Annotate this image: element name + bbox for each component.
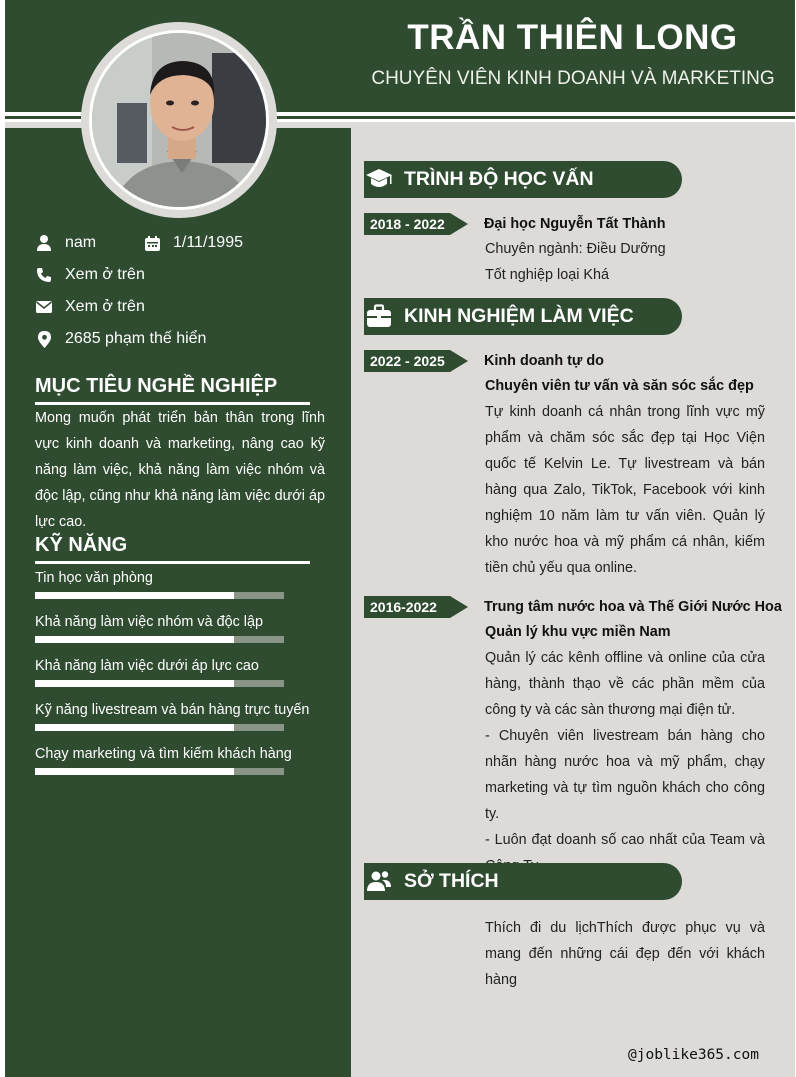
job-company: Kinh doanh tự do bbox=[484, 353, 604, 369]
gender-info bbox=[35, 234, 96, 252]
phone-value: Xem ở trên bbox=[65, 266, 145, 283]
cv-page bbox=[5, 0, 795, 1077]
skills-rule bbox=[35, 561, 310, 564]
envelope-icon bbox=[35, 298, 53, 316]
experience-banner bbox=[364, 298, 682, 335]
skill-bar bbox=[35, 768, 284, 775]
gender-value: nam bbox=[65, 234, 97, 251]
skill-bar bbox=[35, 636, 284, 643]
graduation-cap-icon bbox=[365, 165, 393, 193]
skill-bar-fill bbox=[35, 680, 234, 687]
skill-name: Tin học văn phòng bbox=[35, 570, 153, 586]
experience-heading: KINH NGHIỆM LÀM VIỆC bbox=[404, 305, 634, 327]
skill-bar-fill bbox=[35, 768, 234, 775]
skill-bar bbox=[35, 724, 284, 731]
objective-heading: MỤC TIÊU NGHỀ NGHIỆP bbox=[35, 375, 278, 397]
skill-bar bbox=[35, 680, 284, 687]
email-info bbox=[35, 298, 145, 316]
job-description: Tự kinh doanh cá nhân trong lĩnh vực mỹ phẩm và chăm sóc sắc đẹp tại Học Viện quốc tế Kelvin Le. Tự livestream và bán hàng qua Zalo, TikTok, Facebook với kinh nghiệm 10 năm làm tư vấn viên. Quản lý kho nước hoa và mỹ phẩm cá nhân, kiếm tiền chủ yếu qua online. bbox=[485, 404, 765, 576]
address-value: 2685 phạm thế hiển bbox=[65, 330, 207, 347]
education-major: Chuyên ngành: Điều Dưỡng bbox=[485, 241, 666, 257]
job-description bbox=[485, 645, 765, 879]
education-heading: TRÌNH ĐỘ HỌC VẤN bbox=[404, 168, 594, 190]
skill-bar-fill bbox=[35, 724, 234, 731]
users-icon bbox=[365, 867, 393, 895]
objective-text: Mong muốn phát triển bản thân trong lĩnh vực kinh doanh và marketing, nâng cao kỹ năng làm việc, khả năng làm việc nhóm và độc lập, cũng như khả năng làm việc dưới áp lực cao. bbox=[35, 410, 325, 530]
phone-icon bbox=[35, 266, 53, 284]
job-description-line: - Luôn đạt doanh số cao nhất của Team và bbox=[485, 832, 765, 848]
calendar-icon bbox=[143, 234, 161, 252]
birthday-info bbox=[143, 234, 243, 252]
skill-bar bbox=[35, 592, 284, 599]
job-position: Quản lý khu vực miền Nam bbox=[485, 624, 671, 640]
skill-name: Kỹ năng livestream và bán hàng trực tuyến bbox=[35, 702, 310, 718]
skill-name: Khả năng làm việc nhóm và độc lập bbox=[35, 614, 263, 630]
job-position: Chuyên viên tư vấn và săn sóc sắc đẹp bbox=[485, 378, 754, 394]
candidate-name: TRẦN THIÊN LONG bbox=[407, 18, 738, 57]
email-value: Xem ở trên bbox=[65, 298, 145, 315]
user-icon bbox=[35, 234, 53, 252]
map-pin-icon bbox=[35, 330, 53, 348]
hobbies-banner bbox=[364, 863, 682, 900]
job-title: CHUYÊN VIÊN KINH DOANH VÀ MARKETING bbox=[371, 68, 775, 89]
skill-name: Chạy marketing và tìm kiếm khách hàng bbox=[35, 746, 292, 762]
skills-heading: KỸ NĂNG bbox=[35, 534, 128, 556]
watermark-text: @joblike365.com bbox=[628, 1047, 759, 1063]
skill-bar-fill bbox=[35, 636, 234, 643]
hobbies-text: Thích đi du lịchThích được phục vụ và mang đến những cái đẹp đến với khách hàng bbox=[485, 920, 765, 988]
avatar-photo bbox=[92, 33, 269, 210]
skill-name: Khả năng làm việc dưới áp lực cao bbox=[35, 658, 259, 674]
hobbies-heading: SỞ THÍCH bbox=[404, 870, 499, 892]
address-info bbox=[35, 330, 206, 348]
education-date: 2018 - 2022 bbox=[364, 213, 450, 235]
school-name: Đại học Nguyễn Tất Thành bbox=[484, 216, 666, 232]
job-date: 2022 - 2025 bbox=[364, 350, 450, 372]
job-description-line: - Chuyên viên livestream bán hàng cho nhãn hàng nước hoa và mỹ phẩm, chạy marketing và tự tìm nguồn khách cho công ty. bbox=[485, 728, 765, 822]
phone-info bbox=[35, 266, 145, 284]
job-date: 2016-2022 bbox=[364, 596, 450, 618]
education-banner bbox=[364, 161, 682, 198]
education-grade: Tốt nghiệp loại Khá bbox=[485, 267, 610, 283]
job-company: Trung tâm nước hoa và Thế Giới Nước Hoa bbox=[484, 599, 782, 615]
skill-bar-fill bbox=[35, 592, 234, 599]
avatar bbox=[89, 30, 269, 210]
briefcase-icon bbox=[365, 302, 393, 330]
job-description-line: Quản lý các kênh offline và online của cửa hàng, thành thạo về các phần mềm của công ty và các sàn thương mại điện tử. bbox=[485, 650, 765, 718]
birthday-value: 1/11/1995 bbox=[173, 234, 243, 251]
